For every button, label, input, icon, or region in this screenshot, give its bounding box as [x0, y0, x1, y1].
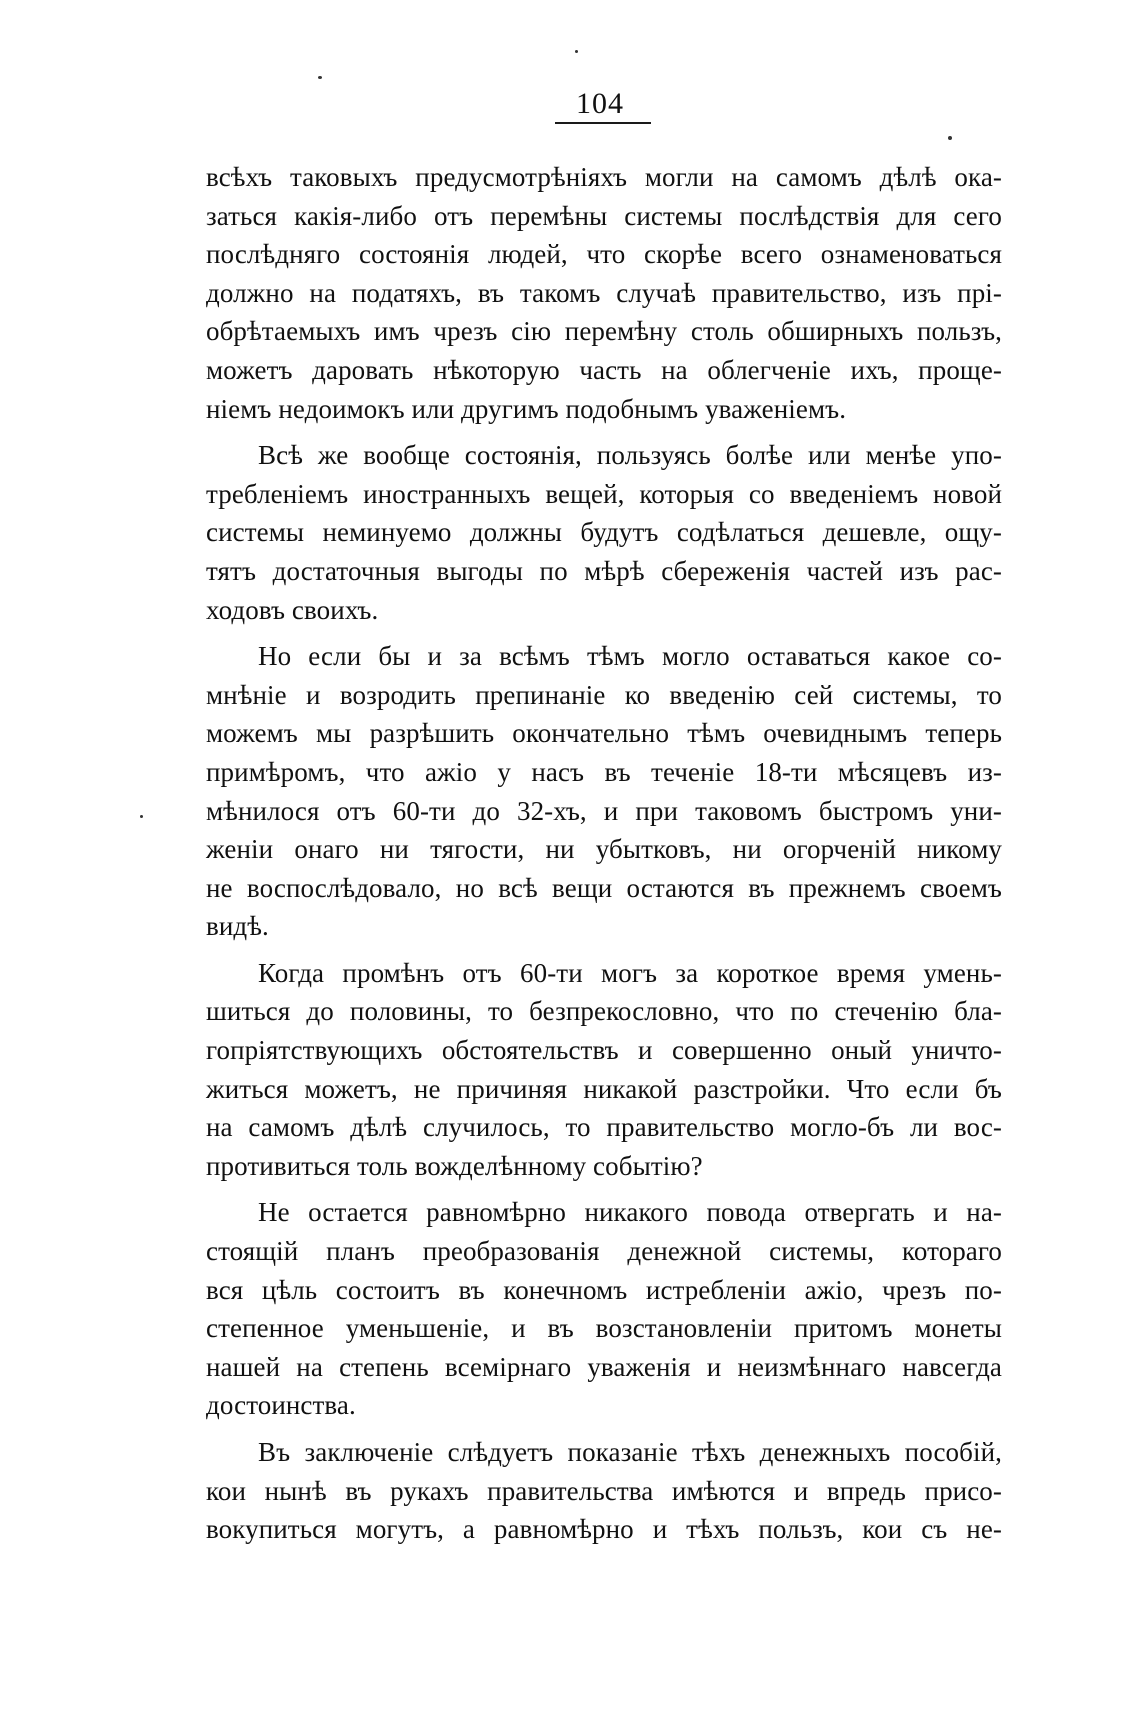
text-line: Когда промѣнъ отъ 60-ти могъ за короткое время умень-: [258, 957, 1002, 988]
text-line: нашей на степень всемірнаго уваженія и неизмѣннаго навсегда: [206, 1351, 1002, 1382]
text-line: гопріятствующихъ обстоятельствъ и совершенно оный уничто-: [206, 1035, 1002, 1066]
text-line: достоинства.: [206, 1390, 356, 1421]
text-line: тятъ достаточныя выгоды по мѣрѣ сбереженія частей изъ рас-: [206, 555, 1002, 586]
text-line: женіи онаго ни тягости, ни убытковъ, ни огорченій никому: [206, 834, 1002, 865]
text-line: системы неминуемо должны будутъ содѣлаться дешевле, ощу-: [206, 517, 1002, 548]
text-line: требленіемъ иностранныхъ вещей, которыя со введеніемъ новой: [206, 478, 1002, 509]
paragraph: [206, 1193, 1002, 1425]
paragraph: [206, 1433, 1002, 1549]
text-line: видѣ.: [206, 911, 269, 942]
text-line: должно на податяхъ, въ такомъ случаѣ правительство, изъ прі-: [206, 277, 1002, 308]
paragraph-gap: [206, 946, 1002, 954]
text-line: не воспослѣдовало, но всѣ вещи остаются въ прежнемъ своемъ: [206, 872, 1002, 903]
text-line: степенное уменьшеніе, и въ возстановленіи притомъ монеты: [206, 1313, 1002, 1344]
text-line: можемъ мы разрѣшить окончательно тѣмъ очевиднымъ теперь: [206, 718, 1002, 749]
text-line: ніемъ недоимокъ или другимъ подобнымъ уваженіемъ.: [206, 393, 847, 424]
text-line: вокупиться могутъ, а равномѣрно и тѣхъ пользъ, кои съ не-: [206, 1514, 1002, 1545]
text-line: ходовъ своихъ.: [206, 594, 379, 625]
text-line: шиться до половины, то безпрекословно, что по стеченію бла-: [206, 996, 1002, 1027]
page-number: 104: [576, 87, 624, 120]
print-speck: [140, 815, 143, 818]
text-line: послѣдняго состоянія людей, что скорѣе всего ознаменоваться: [206, 239, 1002, 270]
text-line: обрѣтаемыхъ имъ чрезъ сію перемѣну столь обширныхъ пользъ,: [206, 316, 1002, 347]
text-line: противиться толь вожделѣнному событію?: [206, 1150, 703, 1181]
text-line: вся цѣль состоитъ въ конечномъ истребленіи ажіо, чрезъ по-: [206, 1274, 1002, 1305]
paragraph-gap: [206, 1425, 1002, 1433]
text-line: Всѣ же вообще состоянія, пользуясь болѣе или менѣе упо-: [258, 440, 1002, 471]
print-speck: [318, 76, 322, 79]
paragraph-gap: [206, 428, 1002, 436]
text-line: кои нынѣ въ рукахъ правительства имѣются и впредь присо-: [206, 1475, 1002, 1506]
text-line: мнѣніе и возродить препинаніе ко введенію сей системы, то: [206, 679, 1002, 710]
paragraph: [206, 637, 1002, 946]
print-speck: [948, 136, 952, 140]
text-line: заться какія-либо отъ перемѣны системы послѣдствія для сего: [206, 200, 1002, 231]
text-line: на самомъ дѣлѣ случилось, то правительство могло-бъ ли вос-: [206, 1112, 1002, 1143]
text-line: житься можетъ, не причиняя никакой разстройки. Что если бъ: [206, 1073, 1002, 1104]
paragraph: [206, 954, 1002, 1186]
paragraph: [206, 436, 1002, 629]
text-line: Въ заключеніе слѣдуетъ показаніе тѣхъ денежныхъ пособій,: [258, 1437, 1002, 1467]
page-number-rule: [555, 122, 651, 124]
print-speck: [575, 50, 578, 53]
text-line: всѣхъ таковыхъ предусмотрѣніяхъ могли на самомъ дѣлѣ ока-: [206, 162, 1002, 192]
text-line: Не остается равномѣрно никакого повода отвергать и на-: [258, 1197, 1002, 1228]
text-line: мѣнилося отъ 60-ти до 32-хъ, и при таковомъ быстромъ уни-: [206, 795, 1002, 826]
paragraph: [206, 158, 1002, 428]
text-line: Но если бы и за всѣмъ тѣмъ могло оставаться какое со-: [258, 641, 1002, 672]
paragraph-gap: [206, 1185, 1002, 1193]
text-line: стоящій планъ преобразованія денежной системы, котораго: [206, 1236, 1002, 1267]
text-line: примѣромъ, что ажіо у насъ въ теченіе 18-ти мѣсяцевъ из-: [206, 756, 1002, 787]
text-line: можетъ даровать нѣкоторую часть на облегченіе ихъ, проще-: [206, 354, 1002, 385]
body-text: [206, 158, 1002, 1549]
paragraph-gap: [206, 629, 1002, 637]
